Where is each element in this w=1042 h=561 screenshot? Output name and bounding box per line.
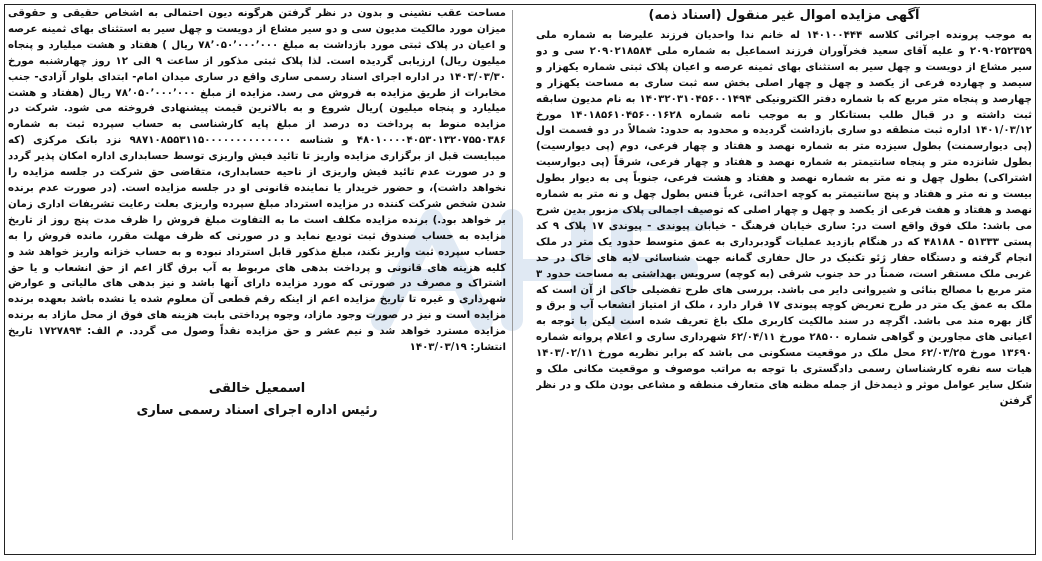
right-column — [536, 6, 1032, 545]
left-column-text: مساحت عقب نشینی و بدون در نظر گرفتن هرگونه دیون احتمالی به اشخاص حقیقی و حقوقی میزان مورد مالکیت مدیون سی و دو سیر مشاع از دویست و چهل سیر به استثنای بهای ثمینه عرصه و اعیان در پلاک ثبتی مورد بازداشت به مبلغ ۷۸٬۰۵۰٬۰۰۰٬۰۰۰ ریال ) هفتاد و هشت میلیارد و پنجاه میلیون ریال) ارزیابی گردیده است. لذا پلاک ثبتی مذکور از ساعت ۹ الی ۱۲ روز چهارشنبه مورخ ۱۴۰۳/۰۳/۳۰ در اداره اجرای اسناد رسمی ساری واقع در ساری میدان امام- ابتدای بلوار آزادی- جنب مخابرات از طریق مزایده به فروش می رسد. مزایده از مبلغ ۷۸٬۰۵۰٬۰۰۰٬۰۰۰ ریال (هفتاد و هشت میلیارد و پنجاه میلیون )ریال شروع و به بالاترین قیمت پیشنهادی فروخته می شود. شرکت در مزایده منوط به پرداخت ده درصد از مبلغ پایه کارشناسی به حساب سپرده ثبت به شماره ۴۸۰۱۰۰۰۰۴۰۵۳۰۱۳۲۰۷۵۵۰۳۸۶ و شناسه ۹۸۷۱۰۸۵۵۳۱۱۵۰۰۰۰۰۰۰۰۰۰۰۰۰۰ نزد بانک مرکزی (که میبایست قبل از برگزاری مزایده واریز تا تائید فیش واریزی توسط حسابداری اداره امکان پذیر گردد و در صورت عدم تائید فیش واریزی از ناحیه حسابداری، متقاضی حق شرکت در جلسه مزایده را نخواهد داشت)، و حضور خریدار یا نماینده قانونی او در جلسه مزایده است. (در صورت عدم برنده شدن شخص شرکت کننده در مزایده استرداد مبلغ سپرده واریزی بعلت رعایت تشریفات اداری زمان بر خواهد بود.) برنده مزایده مکلف است ما به التفاوت مبلغ فروش را ظرف مدت پنج روز از تاریخ مزایده به حساب صندوق ثبت تودیع نماید و در صورتی که ظرف مهلت مقرر، مانده فروش را به حساب سپرده ثبت واریز نکند، مبلغ مذکور قابل استرداد نبوده و به حساب خزانه واریز خواهد شد و کلیه هزینه های قانونی و پرداخت بدهی های مربوط به آب برق گاز اعم از حق انشعاب و یا حق اشتراک و مصرف در صورتی که مورد مزایده دارای آنها باشد و نیز بدهی های مالیاتی و عوارض شهرداری و غیره تا تاریخ مزایده اعم از اینکه رقم قطعی آن معلوم شده یا نشده باشد بعهده برنده مزایده است و نیز در صورت وجود مازاد، وجوه پرداختی بابت هزینه های فوق از محل مازاد به برنده مزایده مسترد خواهد شد و نیم عشر و حق مزایده نقداً وصول می گردد. م الف: ۱۷۲۷۸۹۴ تاریخ انتشار: ۱۴۰۳/۰۳/۱۹ — [8, 8, 506, 354]
column-divider — [512, 10, 513, 540]
notice-title: آگهی مزایده اموال غیر منقول (اسناد ذمه) — [648, 8, 920, 23]
signature-role: رئیس اداره اجرای اسناد رسمی ساری — [136, 402, 378, 418]
signature-block — [8, 378, 506, 422]
left-column — [8, 6, 506, 545]
signature-name: اسمعیل خالقی — [208, 380, 306, 396]
right-column-text: به موجب پرونده اجرائی کلاسه ۱۴۰۱۰۰۴۴۴ له خانم ندا واحدیان فرزند علیرضا به شماره ملی ۲۰۹۰۲۵۲۳۵۹ و علیه آقای سعید فخرآوران فرزند اسماعیل به شماره ملی ۲۰۹۰۲۱۸۵۸۴ سی و دو سیر مشاع از دویست و چهل سیر به استثنای بهای ثمینه عرصه و اعیان پلاک ثبتی شماره یکهزار و سیصد و چهارده فرعی از یکصد و چهل و چهار اصلی بخش سه ثبت ساری به مساحت یکهزار و چهارصد و پنجاه متر مربع که با شماره دفتر الکترونیکی ۱۴۰۳۲۰۳۱۰۴۵۶۰۰۱۴۹۴ به نام مدیون سابقه ثبت داشته و در قبال طلب بستانکار و به موجب نامه شماره ۱۴۰۱۸۵۶۱۰۴۵۶۰۰۱۶۲۸ مورخ ۱۴۰۱/۰۳/۱۲ اداره ثبت منطقه دو ساری بازداشت گردیده و محدود به حدود: شمالاً در دو قسمت اول (پی دیوارسمنت) بطول سیزده متر به شماره نهصد و هفتاد و چهار فرعی، دوم (پی دیوارسیت) بطول شانزده متر و پنجاه سانتیمتر به شماره نهصد و هفتاد و چهار فرعی، شرقاً (پی دیوارسیت اشتراکی) بطول چهل و نه متر به شماره نهصد و هفتاد و هشت فرعی، جنوباً پی به دیوار بطول بیست و نه متر و هفتاد و پنج سانتیمتر به کوچه احداثی، غرباً فنس بطول چهل و نه متر به شماره نهصد و هفتاد و هفت فرعی از یکصد و چهل و چهار اصلی که توصیف اجمالی پلاک مزبور بدین شرح می باشد: ملک فوق واقع است در: ساری خیابان فرهنگ - خیابان پیوندی - پیوندی ۱۷ پلاک ۹ کد پستی ۵۱۳۳۳ - ۴۸۱۸۸ که در هنگام بازدید عملیات گودبرداری به عمق متوسط حدود یک متر در ملک انجام گرفته و دستگاه حفار ژئو تکنیک در حال حفاری گمانه جهت شناسائی لایه های خاک در حد غربی ملک مستقر است، ضمناً در حد جنوب شرقی (به کوچه) سرویس بهداشتی به مساحت حدود ۳ متر مربع با مصالح بنائی و شیروانی دایر می باشد. بررسی های طرح تفضیلی حاکی از آن است که ملک به عمق یک متر در طرح تعریض کوچه پیوندی ۱۷ قرار دارد ، ملک از امتیاز انشعاب آب و برق و گاز بهره مند می باشد. اگرچه در سند مالکیت کاربری ملک باغ تعریف شده است لیکن با توجه به اعیانی های مجاورین و گواهی شماره ۲۸۵۰۰ مورخ ۶۲/۰۴/۱۱ شهرداری ساری و اعلام پروانه شماره ۱۳۶۹۰ مورخ ۶۲/۰۳/۲۵ محل ملک در موقعیت مسکونی می باشد که برابر نظریه مورخ ۱۴۰۳/۰۲/۱۱ هیات سه نفره کارشناسان رسمی دادگستری با توجه به مراتب موصوف و موقعیت مکانی ملک و شکل سایر عوامل موثر و ذیمدخل از جمله مظنه های متعارف منطقه و مشاعی بودن ملک و در نظر گرفتن — [536, 30, 1032, 407]
